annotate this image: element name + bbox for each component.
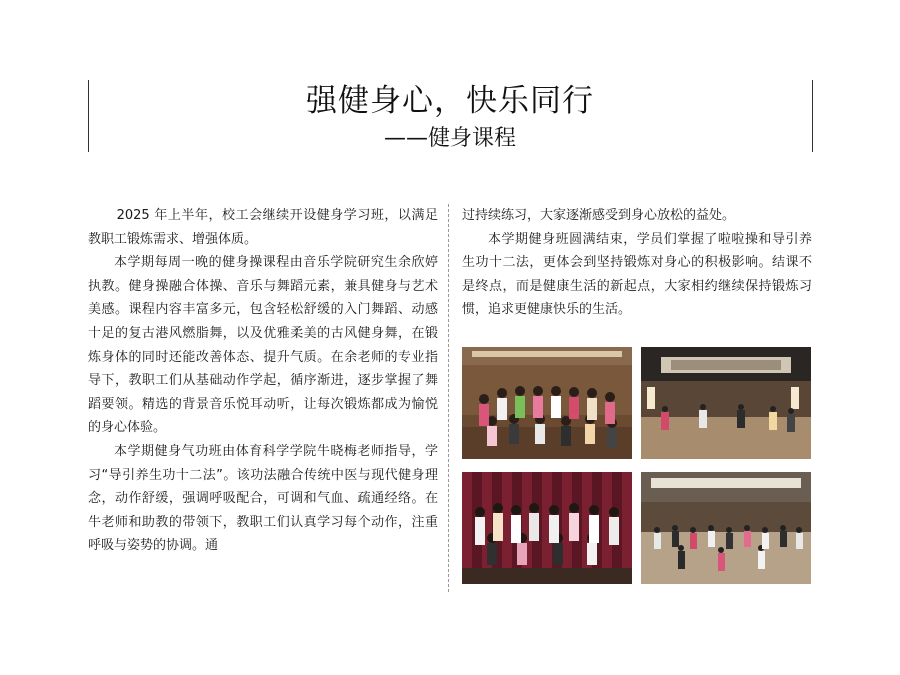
- page-title: 强健身心，快乐同行: [306, 83, 594, 119]
- photo-stage-group: [462, 472, 632, 584]
- text-column-right: [462, 204, 812, 322]
- photo-qigong-hall: [641, 472, 811, 584]
- photo-dance-hall: [641, 347, 811, 459]
- paragraph-qigong: 本学期健身气功班由体育科学学院牛晓梅老师指导，学习“导引养生功十二法”。该功法融合传统中医与现代健身理念，动作舒缓，强调呼吸配合，可调和气血、疏通经络。在牛老师和助教的带领下，教职工们认真学习每个动作，注重呼吸与姿势的协调。通: [88, 443, 438, 554]
- text-column-left: [88, 204, 438, 558]
- paragraph-qigong-cont: 过持续练习，大家逐渐感受到身心放松的益处。: [462, 208, 736, 223]
- paragraph-intro: 2025 年上半年，校工会继续开设健身学习班，以满足教职工锻炼需求、增强体质。: [88, 208, 438, 247]
- photo-aerobics-group: [462, 347, 632, 459]
- column-divider: [448, 204, 449, 592]
- page-subtitle: ——健身课程: [383, 126, 516, 151]
- paragraph-conclusion: 本学期健身班圆满结束，学员们掌握了啦啦操和导引养生功十二法，更体会到坚持锻炼对身心的积极影响。结课不是终点，而是健康生活的新起点，大家相约继续保持锻炼习惯，追求更健康快乐的生活。: [462, 231, 812, 318]
- paragraph-aerobics: 本学期每周一晚的健身操课程由音乐学院研究生余欣婷执教。健身操融合体操、音乐与舞蹈元素，兼具健身与艺术美感。课程内容丰富多元，包含轻松舒缓的入门舞蹈、动感十足的复古港风燃脂舞，以及优雅柔美的古风健身舞，在锻炼身体的同时还能改善体态、提升气质。在余老师的专业指导下，教职工们从基础动作学起，循序渐进，逐步掌握了舞蹈要领。精选的背景音乐悦耳动听，让每次锻炼都成为愉悦的身心体验。: [88, 255, 438, 436]
